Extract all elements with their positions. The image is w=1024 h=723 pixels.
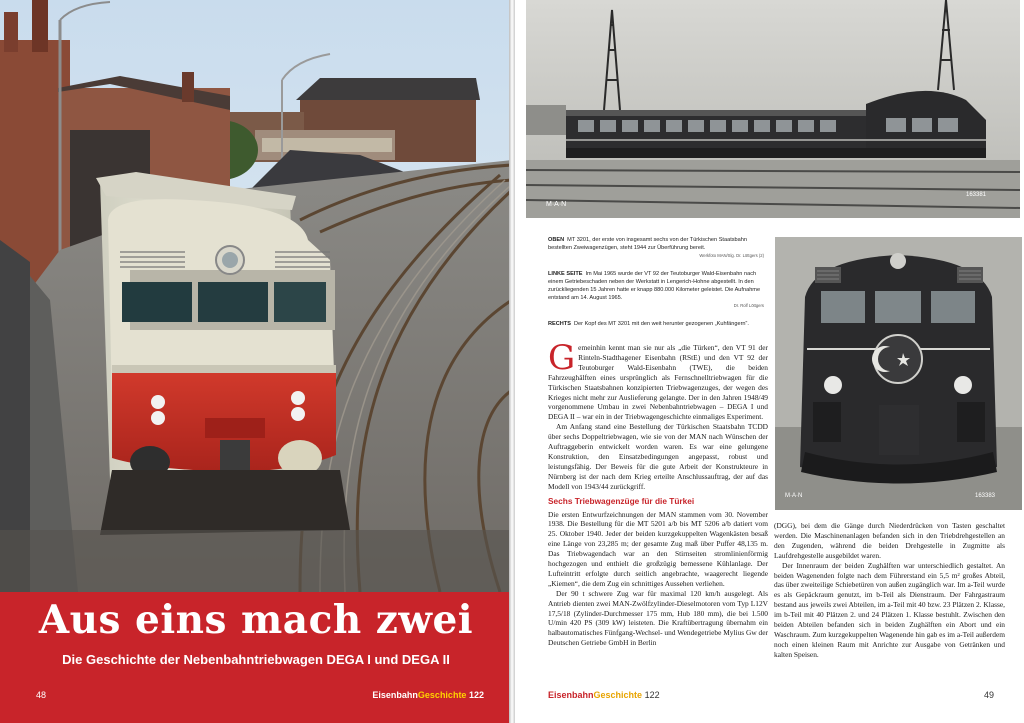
intro-paragraph [548, 338, 768, 422]
photo-mark-top-right: 163381 [966, 192, 987, 198]
photo-railcar-side-bw [526, 0, 1020, 218]
photo-mark-top-left: M·A·N [546, 201, 567, 208]
article-subtitle: Die Geschichte der Nebenbahntriebwagen DEGA I und DEGA II [62, 652, 450, 667]
photo-mark-front-left: M·A·N [785, 493, 803, 499]
caption-top-credit: Werkfoto MAN/Slg. Dr. Löttgers (2) [699, 253, 764, 258]
photo-captions [548, 236, 764, 338]
caption-right-label: RECHTS [548, 321, 571, 327]
caption-left-page-text: Im Mai 1965 wurde der VT 92 der Teutoburger Wald-Eisenbahn nach einem Getriebeschaden neben der Werkstatt in Lengerich-Hohne abgestellt. In den zurückliegenden 15 Jahren hatte er knapp 880.000 Kilometer geleistet. Die Aufnahme entstand am 14. August 1965. [548, 271, 761, 301]
page-number-right: 49 [983, 690, 994, 700]
paragraph-gearbox: (DGG), bei dem die Gänge durch Niederdrücken von Tasten geschaltet werden. Die Maschinenanlagen befanden sich in den Triebdrehgestellen an den Zugenden, während die beiden Drehgestelle in Zugmitte als Laufdrehgestelle ausgebildet waren. [774, 521, 1005, 560]
paragraph-drawings: Die ersten Entwurfzeichnungen der MAN stammen vom 30. November 1938. Die Bestellung für die MT 5201 a/b bis MT 5206 a/b datiert vom 25. Oktober 1940. Jeder der beiden kurzgekuppelten Wagenkästen besaß eine Länge von 23,285 m; der gesamte Zug maß über Puffer 48,135 m. Das Triebwagendach war an den Stirnseiten stromlinienförmig hochgezogen und enthielt die großzügig bemessene Kühlanlage. Der Lufteintritt erfolgte durch seitlich angebrachte, waagerecht liegende „Kiemen“, die dem Zug ein schnittiges Aussehen verliehen. [548, 509, 768, 588]
photo-railcar-front-bw [775, 237, 1022, 510]
caption-top [548, 236, 764, 260]
photo-railcar-station [0, 0, 512, 592]
section-heading: Sechs Triebwagenzüge für die Türkei [548, 495, 695, 506]
railcar-photo-illustration [0, 0, 512, 592]
page-number-left: 48 [36, 690, 47, 700]
caption-left-page-credit: Dr. Rolf Löttgers [733, 303, 764, 308]
paragraph-order: Am Anfang stand eine Bestellung der Türkischen Staatsbahn TCDD über sechs Doppeltriebwagen, wie sie von der MAN nach Wünschen der Auftraggeberin entwickelt worden waren. Es war eine gelungene Konstruktion, den Einsatzbedingungen angepasst, robust und leistungsfähig. Der Beweis für die gute Arbeit der Konstrukteure in Nürnberg ist der nach dem Krieg erteilte Anschlussauftrag, der auf das Modell von 1943/44 zurückgriff. [548, 422, 768, 491]
caption-left-page [548, 270, 764, 310]
magazine-issue: 122 [468, 690, 484, 700]
drop-cap: G [548, 338, 576, 378]
article-title: Aus eins mach zwei [38, 597, 474, 643]
magazine-name-part1: Eisenbahn [372, 690, 418, 700]
magazine-name-part2-right: Geschichte [593, 690, 643, 700]
caption-left-page-label: LINKE SEITE [548, 271, 583, 277]
paragraph-engine: Der 90 t schwere Zug war für maximal 120 km/h ausgelegt. Als Antrieb dienten zwei MAN-Zwölfzylinder-Dieselmotoren vom Typ L12V 17,5/18 (Zylinder-Durchmesser 175 mm, Hub 180 mm), die bei 1.500 U/min 420 PS (309 kW) leisteten. Die Kraftübertragung übernahm ein halbautomatisches Fünfgang-Wechsel- und Wendegetriebe Mylius Gw der Deutschen Getriebe GmbH in Berlin [548, 588, 768, 648]
text-column-2 [774, 521, 1005, 660]
caption-top-text: MT 3201, der erste von insgesamt sechs von der Türkischen Staatsbahn bestellten Zweiwagenzügen, steht 1944 zur Überführung bereit. [548, 237, 747, 251]
right-page [512, 0, 1024, 723]
caption-top-label: OBEN [548, 237, 565, 243]
paragraph-interior: Der Innenraum der beiden Zughälften war unterschiedlich gestaltet. An beiden Wagenenden folgte nach dem Führerstand ein 5,5 m² großes Abteil, das über zweiteilige Schiebetüren von außen zugänglich war. Im a-Teil wurde es als Gepäckraum genutzt, im b-Teil als Dienstraum. Der Fahrgastraum bestand aus jeweils zwei Abteilen, im a-Teil mit 40 bzw. 23 Plätzen 2. Klasse, im b-Teil mit 40 Plätzen 2. und 24 Plätzen 1. Klasse bestuhlt. Zwischen den beiden Abteilen befanden sich in beiden Zughälften ein Abort und ein Waschraum. Zum kurzgekuppelten Wagenende hin gab es im a-Teil außerdem noch einen kleinen Raum mit Anrichte zur Ausgabe von Getränken und kalten Speisen. [774, 560, 1005, 659]
magazine-name-part2: Geschichte [417, 690, 467, 700]
photo-mark-front-right: 163383 [975, 493, 996, 499]
magazine-name-right [548, 690, 660, 700]
caption-right [548, 320, 764, 328]
caption-right-text: Der Kopf des MT 3201 mit den weit herunter gezogenen „Kuhfängern“. [574, 321, 749, 327]
magazine-name-left [372, 690, 484, 700]
magazine-issue-right: 122 [644, 690, 660, 700]
intro-text: emeinhin kennt man sie nur als „die Türken“, den VT 91 der Rinteln-Stadthagener Eisenbahn (RStE) und den VT 92 der Teutoburger Wald-Eisenbahn (TWE), die beiden Fahrzeughälften eines ursprünglich als Fernschnelltriebwagen für die Türkischen Staatsbahnen konzipierten Triebwagenzuges, der wegen des Krieges nicht mehr zur Auslieferung gelangte. Der in den Jahren 1948/49 vorgenommene Umbau in zwei Nebenbahntriebwagen – DEGA I und DEGA II – war ein in der Triebwagengeschichte einmaliges Experiment. [548, 343, 768, 422]
spine-gutter [509, 0, 515, 723]
text-column-1 [548, 338, 768, 648]
magazine-name-part1-right: Eisenbahn [548, 690, 594, 700]
railcar-side-illustration [526, 0, 1020, 218]
railcar-front-illustration [775, 237, 1022, 510]
